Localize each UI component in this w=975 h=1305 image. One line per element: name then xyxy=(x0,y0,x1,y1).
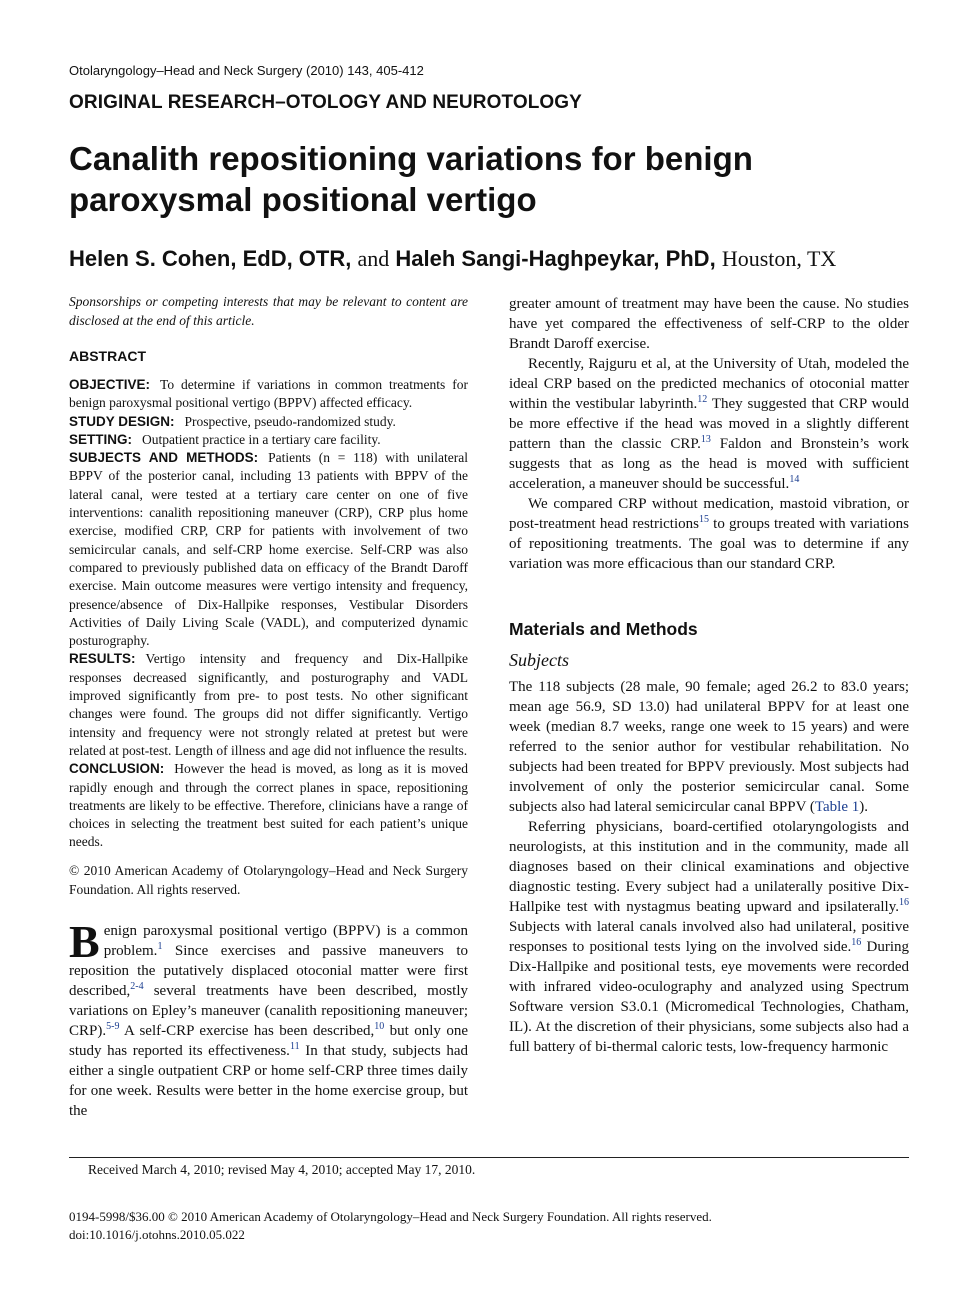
section-heading: ORIGINAL RESEARCH–OTOLOGY AND NEUROTOLOGY xyxy=(69,92,582,113)
drop-cap: B xyxy=(69,915,100,967)
received-dates: Received March 4, 2010; revised May 4, 2010; accepted May 17, 2010. xyxy=(88,1162,476,1177)
objective-label: OBJECTIVE: xyxy=(69,377,151,392)
table-link[interactable]: Table 1 xyxy=(814,799,860,815)
results-label: RESULTS: xyxy=(69,651,136,667)
citation-link[interactable]: 13 xyxy=(700,434,711,445)
methods-heading: Materials and Methods xyxy=(509,619,698,639)
subjects-subheading: Subjects xyxy=(509,650,569,670)
methods-paragraph-1: The 118 subjects (28 male, 90 female; aged 26.2 to 83.0 years; mean age 56.9, SD 13.0) had unilateral BPPV for at least one week (median 8.7 weeks, range one week to 15 years) and were referred to the senior author for vestibular rehabilitation. No subjects had been treated for BPPV previously. Most subjects had involvement of only the posterior semicircular canal. Some subjects also had lateral semicircular canal BPPV (Table 1). xyxy=(509,679,909,815)
doi-link[interactable]: doi:10.1016/j.otohns.2010.05.022 xyxy=(69,1227,245,1242)
article-title: Canalith repositioning variations for benign paroxysmal positional vertigo xyxy=(69,140,753,218)
citation-link[interactable]: 12 xyxy=(697,394,708,405)
citation-link[interactable]: 15 xyxy=(698,514,709,525)
citation-link[interactable]: 5-9 xyxy=(106,1020,120,1032)
sponsorship-note: Sponsorships or competing interests that may be relevant to content are disclosed at the end of this article. xyxy=(69,294,468,328)
abstract-objective: OBJECTIVE: To determine if variations in common treatments for benign paroxysmal positional vertigo (BPPV) affected efficacy. xyxy=(69,377,468,411)
methods-paragraph-2: Referring physicians, board-certified otolaryngologists and neurologists, at this institution and in the community, made all diagnoses based on their clinical examinations and objective diagnostic testing. Every subject had a unilaterally positive Dix-Hallpike test with nystagmus beating upward and ipsilaterally.$^{16}$ Subjects with lateral canals involved also had unilateral, positive responses to positional tests lying on the involved side.$^{16}$ During Dix-Hallpike and positional tests, eye movements were recorded with infrared video-oculography and analyzed using Spectrum Software version S3.0.1 (Micromedical Technologies, Chatham, IL). At the discretion of their physicians, some subjects also had a full battery of bi-thermal caloric tests, low-frequency harmonic xyxy=(509,819,909,1055)
author-2[interactable]: Haleh Sangi-Haghpeykar, PhD, xyxy=(395,246,716,271)
citation-link[interactable]: 1 xyxy=(157,940,163,952)
intro-paragraph-2: Recently, Rajguru et al, at the University of Utah, modeled the ideal CRP based on the predicted mechanics of otoconial matter within the vestibular labyrinth.$^{12}$ They suggested that CRP would be more effective if the head was moved in a slightly different pattern than the classic CRP.$^{13}$ Faldon and Bronstein’s work suggests that as long as the head is moved with sufficient acceleration, a maneuver should be successful.$^{14}$ xyxy=(509,356,909,492)
author-location: Houston, TX xyxy=(721,246,837,271)
design-label: STUDY DESIGN: xyxy=(69,413,175,429)
journal-citation: Otolaryngology–Head and Neck Surgery (2010) 143, 405-412 xyxy=(69,63,424,78)
citation-link[interactable]: 11 xyxy=(289,1040,300,1052)
citation-link[interactable]: 16 xyxy=(899,897,909,908)
right-column xyxy=(509,294,909,1057)
abstract-results: RESULTS: Vertigo intensity and frequency and Dix-Hallpike responses decreased significantly, and posturography and VADL improved significantly from pre- to post tests. No other significant changes were found. The groups did not differ significantly. Vertigo intensity and frequency were not strongly related at pretest but were related at post-test. Length of illness and age did not influence the results. xyxy=(69,651,468,758)
abstract-heading: ABSTRACT xyxy=(69,348,146,364)
intro-paragraph-1: Benign paroxysmal positional vertigo (BPPV) is a common problem.$^1$ Since exercises and passive maneuvers to reposition the putatively displaced otoconial matter were first described,$^{2-4}$ several treatments have been described, mostly variations on Epley’s maneuver (canalith repositioning maneuver; CRP).$^{5-9}$ A self-CRP exercise has been described,$^{10}$ but only one study has reported its effectiveness.$^{11}$ In that study, subjects had either a single outpatient CRP or home self-CRP three times daily for one week. Results were better in the home exercise group, but the xyxy=(69,915,468,1119)
abstract-copyright: © 2010 American Academy of Otolaryngology–Head and Neck Surgery Foundation. All rights reserved. xyxy=(69,862,468,897)
citation-link[interactable]: 16 xyxy=(851,937,862,948)
issn-copyright: 0194-5998/$36.00 © 2010 American Academy of Otolaryngology–Head and Neck Surgery Foundation. All rights reserved. xyxy=(69,1209,712,1224)
footnote-divider xyxy=(69,1157,909,1158)
conclusion-label: CONCLUSION: xyxy=(69,761,165,777)
setting-label: SETTING: xyxy=(69,431,132,447)
author-conjunction: and xyxy=(357,246,390,271)
intro-paragraph-1-continued: greater amount of treatment may have been the cause. No studies have yet compared the effectiveness of self-CRP to the older Brandt Daroff exercise. xyxy=(509,296,909,352)
citation-link[interactable]: 2-4 xyxy=(130,980,144,992)
author-1[interactable]: Helen S. Cohen, EdD, OTR, xyxy=(69,246,352,271)
citation-link[interactable]: 14 xyxy=(789,474,800,485)
abstract-conclusion: CONCLUSION: However the head is moved, as long as it is moved rapidly enough and through the correct planes in space, repositioning treatments are likely to be effective. Therefore, clinicians have a range of choices in selecting the treatment best suited for each patient’s unique needs. xyxy=(69,761,468,850)
abstract-design: STUDY DESIGN: Prospective, pseudo-randomized study. xyxy=(69,413,396,429)
citation-link[interactable]: 10 xyxy=(374,1020,385,1032)
left-column xyxy=(69,292,468,1121)
author-line xyxy=(69,246,836,272)
methods-label: SUBJECTS AND METHODS: xyxy=(69,450,259,466)
abstract-setting: SETTING: Outpatient practice in a tertiary care facility. xyxy=(69,431,381,447)
intro-paragraph-3: We compared CRP without medication, mastoid vibration, or post-treatment head restrictions$^{15}$ to groups treated with variations of repositioning treatments. The goal was to determine if any variation was more efficacious than our standard CRP. xyxy=(509,496,909,572)
abstract-methods: SUBJECTS AND METHODS: Patients (n = 118) with unilateral BPPV of the posterior canal, including 13 patients with BPPV of the lateral canal, were tested at a tertiary care center on one of five interventions: canalith repositioning maneuver (CRP), CRP plus home exercise, modified CRP, CRP for patients with involvement of two semicircular canals, and self-CRP home exercise. Self-CRP was also compared to previously published data on efficacy of the Brandt Daroff exercise. Main outcome measures were vertigo intensity and frequency, presence/absence of Dix-Hallpike responses, Vestibular Disorders Activities of Daily Living Scale (VADL), and computerized dynamic posturography. xyxy=(69,450,469,649)
